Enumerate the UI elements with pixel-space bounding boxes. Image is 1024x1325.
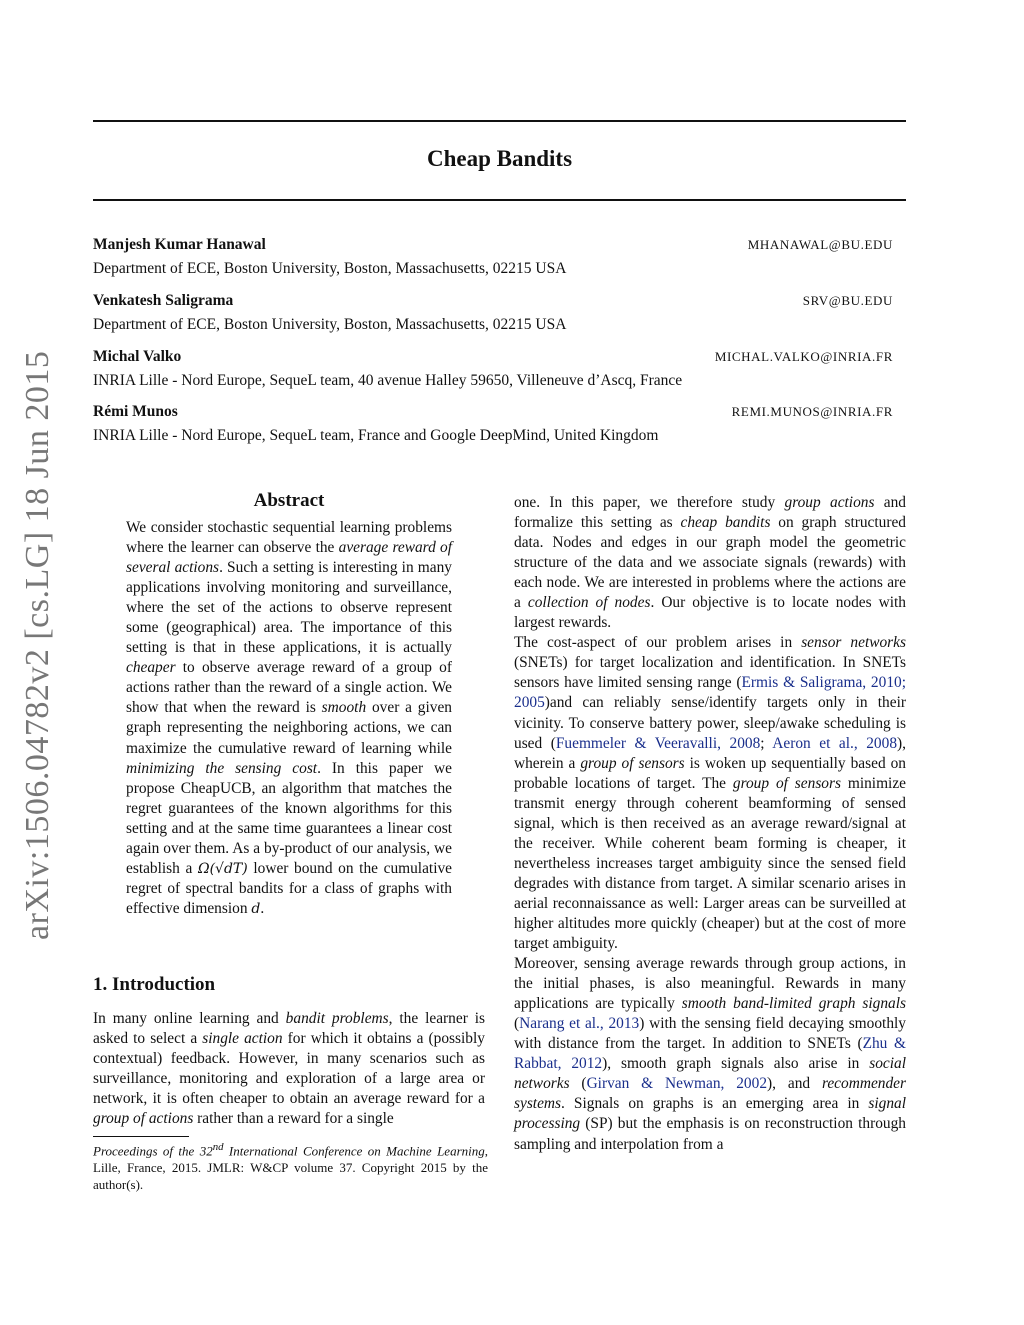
author-email[interactable]: MHANAWAL@BU.EDU (747, 237, 893, 252)
author-affiliation: INRIA Lille - Nord Europe, SequeL team, France and Google DeepMind, United Kingdom (93, 427, 659, 444)
title-bottom-rule (93, 199, 906, 201)
citation-link[interactable]: Ermis & Saligrama, 2010; 2005 (514, 674, 906, 712)
footnote: Proceedings of the 32nd International Conference on Machine Learning, Lille, France, 2015. JMLR: W&CP volume 37. Copyright 2015 by the author(s). (93, 1141, 488, 1193)
author-email[interactable]: REMI.MUNOS@INRIA.FR (731, 404, 893, 419)
author-block (93, 291, 893, 335)
paragraph: The cost-aspect of our problem arises in sensor networks (SNETs) for target localization and identification. In SNETs sensors have limited sensing range (Ermis & Saligrama, 2010; 2005)and can reliably sense/identify targets only in their vicinity. To conserve battery power, sleep/awake scheduling is used (Fuemmeler & Veeravalli, 2008; Aeron et al., 2008), wherein a group of sensors is woken up sequentially based on probable locations of target. The group of sensors minimize transmit energy through coherent beamforming of sensed signal, which is then received as an average reward/signal at the receiver. While coherent beam forming is cheaper, it nevertheless increases target ambiguity since the sensed field degrades with distance from target. A similar scenario arises in aerial reconnaissance as well: Larger areas can be surveilled at higher altitudes more quickly (cheaper) but at the cost of more target ambiguity. (514, 634, 907, 953)
citation-link[interactable]: Narang et al., 2013 (519, 1015, 640, 1033)
intro-paragraph: In many online learning and bandit problems, the learner is asked to select a single action for which it obtains a (possibly contextual) feedback. However, in many scenarios such as surveillance, monitoring and exploration of a large area or network, it is often cheaper to obtain an average reward for a group of actions rather than a reward for a single (93, 1010, 485, 1128)
abstract-heading: Abstract (253, 490, 325, 511)
citation-link[interactable]: Fuemmeler & Veeravalli, 2008 (555, 734, 761, 752)
author-name: Michal Valko (93, 348, 182, 365)
citation-link[interactable]: Aeron et al., 2008 (772, 734, 898, 752)
right-column (514, 493, 906, 1155)
author-name: Manjesh Kumar Hanawal (93, 236, 266, 253)
paragraph: Moreover, sensing average rewards through group actions, in the initial phases, is also meaningful. Rewards in many applications are typically smooth band-limited graph signals (Narang et al., 2013) with the sensing field decaying smoothly with distance from the target. In addition to SNETs (Zhu & Rabbat, 2012), smooth graph signals also arise in social networks (Girvan & Newman, 2002), and recommender systems. Signals on graphs is an emerging area in signal processing (SP) but the emphasis is on reconstruction through sampling and interpolation from a (514, 955, 907, 1153)
paragraph: one. In this paper, we therefore study group actions and formalize this setting as cheap bandits on graph structured data. Nodes and edges in our graph model the geometric structure of the data and we associate signals (rewards) with each node. We are interested in problems where the actions are a collection of nodes. Our objective is to locate nodes with largest rewards. (514, 494, 906, 632)
arxiv-identifier: arXiv:1506.04782v2 [cs.LG] 18 Jun 2015 (19, 350, 56, 940)
footnote-rule (93, 1136, 189, 1137)
author-affiliation: Department of ECE, Boston University, Boston, Massachusetts, 02215 USA (93, 316, 567, 333)
author-affiliation: INRIA Lille - Nord Europe, SequeL team, 40 avenue Halley 59650, Villeneuve d’Ascq, France (93, 372, 683, 389)
abstract-text: We consider stochastic sequential learning problems where the learner can observe the average reward of several actions. Such a setting is interesting in many applications involving monitoring and surveillance, where the set of the actions to observe represent some (geographical) area. The importance of this setting is that in these applications, it is actually cheaper to observe average reward of a group of actions rather than the reward of a single action. We show that when the reward is smooth over a given graph representing the neighboring actions, we can maximize the cumulative reward of learning while minimizing the sensing cost. In this paper we propose CheapUCB, an algorithm that matches the regret guarantees of the known algorithms for this setting and at the same time guarantees a linear cost again over them. As a by-product of our analysis, we establish a Ω(√dT) lower bound on the cumulative regret of spectral bandits for a class of graphs with effective dimension d. (126, 519, 453, 917)
author-affiliation: Department of ECE, Boston University, Boston, Massachusetts, 02215 USA (93, 260, 567, 277)
author-block (93, 402, 893, 446)
author-name: Rémi Munos (93, 403, 178, 420)
author-email[interactable]: MICHAL.VALKO@INRIA.FR (714, 349, 893, 364)
citation-link[interactable]: Zhu & Rabbat, 2012 (514, 1035, 906, 1073)
author-block (93, 347, 893, 391)
author-name: Venkatesh Saligrama (93, 292, 234, 309)
citation-link[interactable]: Girvan & Newman, 2002 (586, 1075, 768, 1093)
omega-bound: Ω(√dT) (197, 860, 248, 877)
title-top-rule (93, 120, 906, 122)
author-email[interactable]: SRV@BU.EDU (802, 293, 893, 308)
author-block (93, 235, 893, 279)
paper-title: Cheap Bandits (426, 146, 573, 171)
section-heading-introduction: 1. Introduction (93, 974, 216, 995)
